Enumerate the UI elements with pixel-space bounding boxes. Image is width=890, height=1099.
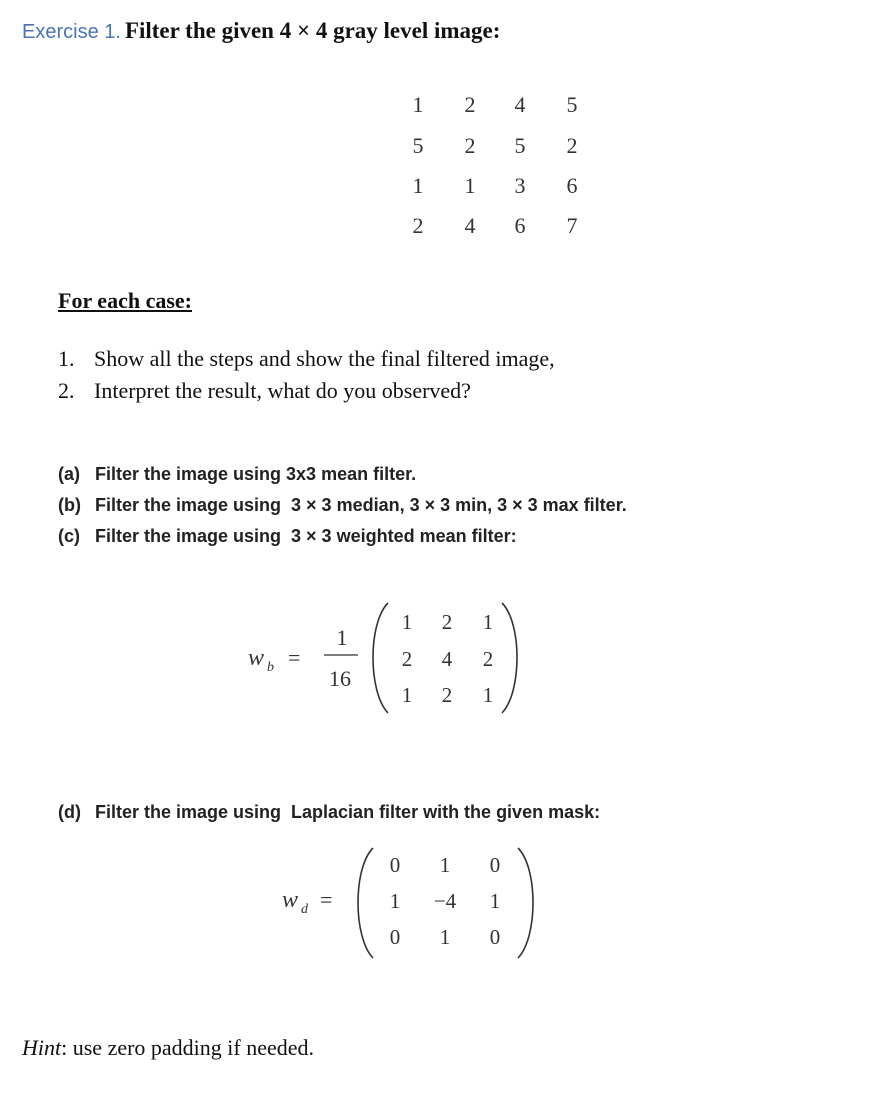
matrix-cell: 7 [566,213,578,238]
mask-cell: −4 [433,889,457,913]
right-paren [502,603,517,713]
matrix-cell: 5 [566,92,578,117]
instruction-number: 1. [58,346,75,371]
task-c [58,526,517,547]
task-label: (c) [58,526,80,546]
weighted-mask-denominator: 16 [329,666,351,691]
instruction-text: Show all the steps and show the final filtered image, [94,346,555,371]
mask-cell: 1 [439,925,451,949]
weighted-mask-equation [230,595,550,720]
hint-text [22,1035,314,1061]
hint-label: Hint [22,1035,62,1060]
weighted-mask-symbol: w [248,645,265,671]
matrix-cell: 2 [412,213,424,238]
instruction-item [58,378,471,404]
for-each-heading: For each case: [58,288,192,313]
instruction-text: Interpret the result, what do you observed? [94,378,471,403]
mask-cell: 1 [389,889,401,913]
matrix-cell: 4 [514,92,526,117]
matrix-cell: 5 [514,133,526,158]
matrix-cell: 1 [412,173,424,198]
mask-cell: 2 [401,647,413,671]
exercise-label: Exercise 1. [22,21,121,43]
laplacian-mask-equals: = [320,887,333,912]
weighted-mask-numerator: 1 [336,625,348,650]
mask-cell: 0 [489,925,501,949]
mask-cell: 1 [401,610,413,634]
matrix-cell: 2 [464,92,476,117]
task-d [58,802,600,823]
mask-cell: 0 [489,853,501,877]
right-paren [518,848,533,958]
weighted-mask-equals: = [288,645,301,670]
exercise-title [22,18,500,44]
left-paren [373,603,388,713]
mask-cell: 2 [441,610,453,634]
task-label: (d) [58,802,81,822]
instruction-number: 2. [58,378,75,403]
mask-cell: 0 [389,925,401,949]
instruction-item [58,346,555,372]
laplacian-mask-equation [270,840,550,965]
hint-body: : use zero padding if needed. [61,1035,315,1060]
task-a [58,464,416,485]
task-b [58,495,627,516]
matrix-cell: 3 [514,173,526,198]
task-label: (a) [58,464,80,484]
task-text: Filter the image using 3 × 3 median, 3 × 3 min, 3 × 3 max filter. [95,495,627,515]
mask-cell: 1 [489,889,501,913]
task-label: (b) [58,495,81,515]
matrix-cell: 6 [566,173,578,198]
matrix-cell: 4 [464,213,476,238]
mask-cell: 2 [482,647,494,671]
exercise-heading: Filter the given 4 × 4 gray level image: [124,18,501,43]
mask-cell: 0 [389,853,401,877]
weighted-mask-subscript: b [267,660,274,675]
matrix-cell: 2 [566,133,578,158]
matrix-cell: 1 [464,173,476,198]
task-text: Filter the image using 3x3 mean filter. [95,464,417,484]
mask-cell: 1 [482,683,494,707]
matrix-cell: 5 [412,133,424,158]
task-text: Filter the image using 3 × 3 weighted mean filter: [95,526,517,546]
matrix-cell: 1 [412,92,424,117]
mask-cell: 2 [441,683,453,707]
left-paren [358,848,373,958]
laplacian-mask-subscript: d [301,902,308,917]
laplacian-mask-symbol: w [282,887,299,913]
task-text: Filter the image using Laplacian filter with the given mask: [95,802,601,822]
matrix-cell: 2 [464,133,476,158]
mask-cell: 1 [482,610,494,634]
mask-cell: 1 [401,683,413,707]
mask-cell: 1 [439,853,451,877]
mask-cell: 4 [441,647,453,671]
matrix-cell: 6 [514,213,526,238]
